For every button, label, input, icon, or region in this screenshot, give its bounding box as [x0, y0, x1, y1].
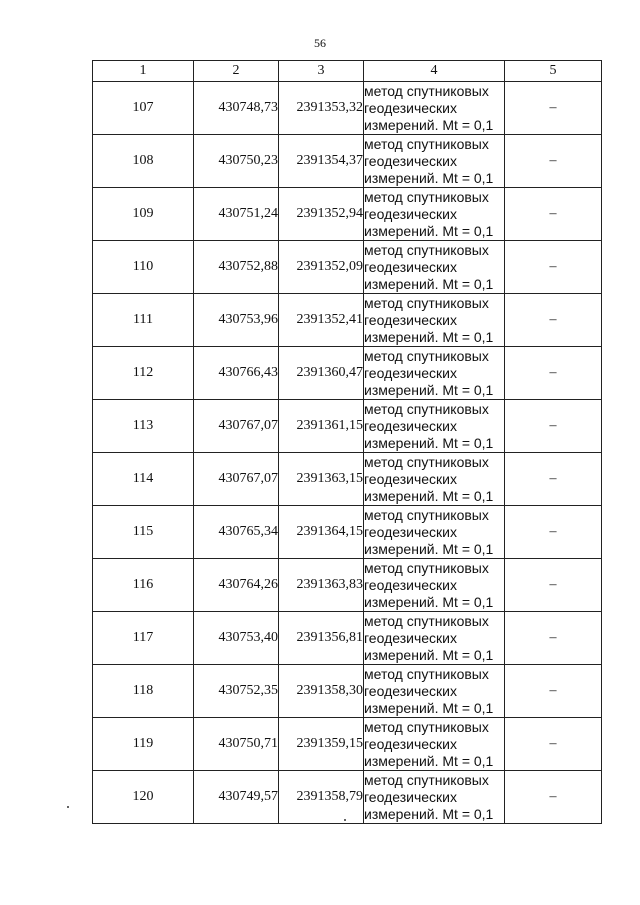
table-row [93, 718, 602, 771]
header-col-4: 4 [364, 61, 505, 82]
method-line: метод спутниковых [364, 241, 489, 258]
method-line: геодезических [364, 152, 457, 169]
method-description [364, 665, 505, 718]
table-row [93, 453, 602, 506]
coordinate-y: 2391356,81 [279, 612, 364, 665]
method-line: геодезических [364, 788, 457, 805]
coordinate-y: 2391363,83 [279, 559, 364, 612]
method-line: метод спутниковых [364, 135, 489, 152]
point-number: 107 [93, 82, 194, 135]
note-dash: – [505, 241, 602, 294]
header-col-2: 2 [194, 61, 279, 82]
coordinate-y: 2391352,41 [279, 294, 364, 347]
point-number: 110 [93, 241, 194, 294]
method-description [364, 82, 505, 135]
coordinate-x: 430765,34 [194, 506, 279, 559]
method-line: метод спутниковых [364, 771, 489, 788]
method-line: метод спутниковых [364, 718, 489, 735]
note-dash: – [505, 400, 602, 453]
method-line: метод спутниковых [364, 506, 489, 523]
header-row [93, 61, 602, 82]
note-dash: – [505, 612, 602, 665]
method-line: геодезических [364, 682, 457, 699]
method-line: измерений. Mt = 0,1 [364, 434, 494, 451]
note-dash: – [505, 559, 602, 612]
method-description [364, 347, 505, 400]
point-number: 120 [93, 771, 194, 824]
point-number: 114 [93, 453, 194, 506]
coordinate-x: 430767,07 [194, 400, 279, 453]
coordinate-x: 430750,23 [194, 135, 279, 188]
method-line: измерений. Mt = 0,1 [364, 222, 494, 239]
coordinate-y: 2391352,94 [279, 188, 364, 241]
scan-speck [344, 819, 346, 821]
coordinate-x: 430752,35 [194, 665, 279, 718]
table-row [93, 188, 602, 241]
method-line: измерений. Mt = 0,1 [364, 593, 494, 610]
method-line: измерений. Mt = 0,1 [364, 116, 494, 133]
table-row [93, 294, 602, 347]
method-description [364, 400, 505, 453]
point-number: 111 [93, 294, 194, 347]
method-line: метод спутниковых [364, 453, 489, 470]
coordinate-y: 2391360,47 [279, 347, 364, 400]
method-line: геодезических [364, 523, 457, 540]
coordinate-x: 430753,96 [194, 294, 279, 347]
method-line: метод спутниковых [364, 347, 489, 364]
method-line: измерений. Mt = 0,1 [364, 275, 494, 292]
header-col-5: 5 [505, 61, 602, 82]
method-line: измерений. Mt = 0,1 [364, 169, 494, 186]
coordinate-y: 2391364,15 [279, 506, 364, 559]
method-line: метод спутниковых [364, 188, 489, 205]
table-row [93, 241, 602, 294]
coordinate-y: 2391363,15 [279, 453, 364, 506]
method-line: геодезических [364, 205, 457, 222]
note-dash: – [505, 82, 602, 135]
method-line: геодезических [364, 417, 457, 434]
note-dash: – [505, 135, 602, 188]
method-line: метод спутниковых [364, 612, 489, 629]
method-line: метод спутниковых [364, 559, 489, 576]
point-number: 112 [93, 347, 194, 400]
method-line: измерений. Mt = 0,1 [364, 752, 494, 769]
method-description [364, 453, 505, 506]
coordinate-y: 2391358,79 [279, 771, 364, 824]
method-description [364, 241, 505, 294]
method-description [364, 771, 505, 824]
point-number: 113 [93, 400, 194, 453]
method-line: геодезических [364, 735, 457, 752]
coordinate-y: 2391352,09 [279, 241, 364, 294]
method-line: измерений. Mt = 0,1 [364, 381, 494, 398]
coordinate-y: 2391361,15 [279, 400, 364, 453]
method-line: измерений. Mt = 0,1 [364, 328, 494, 345]
note-dash: – [505, 453, 602, 506]
coordinate-x: 430752,88 [194, 241, 279, 294]
coordinate-y: 2391358,30 [279, 665, 364, 718]
point-number: 115 [93, 506, 194, 559]
method-line: геодезических [364, 311, 457, 328]
coordinate-x: 430764,26 [194, 559, 279, 612]
coordinate-y: 2391353,32 [279, 82, 364, 135]
header-col-1: 1 [93, 61, 194, 82]
coordinate-x: 430766,43 [194, 347, 279, 400]
table-row [93, 400, 602, 453]
point-number: 108 [93, 135, 194, 188]
note-dash: – [505, 294, 602, 347]
table-row [93, 771, 602, 824]
table-row [93, 82, 602, 135]
method-description [364, 506, 505, 559]
method-description [364, 188, 505, 241]
method-line: геодезических [364, 99, 457, 116]
note-dash: – [505, 347, 602, 400]
coordinate-x: 430749,57 [194, 771, 279, 824]
table-row [93, 665, 602, 718]
method-line: метод спутниковых [364, 400, 489, 417]
table-row [93, 506, 602, 559]
coordinate-x: 430750,71 [194, 718, 279, 771]
method-line: геодезических [364, 470, 457, 487]
point-number: 117 [93, 612, 194, 665]
method-line: геодезических [364, 629, 457, 646]
note-dash: – [505, 188, 602, 241]
scan-speck [67, 806, 69, 808]
method-line: геодезических [364, 576, 457, 593]
point-number: 116 [93, 559, 194, 612]
table-row [93, 612, 602, 665]
table-header [93, 61, 602, 82]
method-line: измерений. Mt = 0,1 [364, 805, 494, 822]
method-line: измерений. Mt = 0,1 [364, 540, 494, 557]
note-dash: – [505, 718, 602, 771]
coordinate-x: 430748,73 [194, 82, 279, 135]
note-dash: – [505, 771, 602, 824]
method-description [364, 718, 505, 771]
method-description [364, 135, 505, 188]
method-description [364, 612, 505, 665]
table-row [93, 347, 602, 400]
coordinate-y: 2391359,15 [279, 718, 364, 771]
point-number: 119 [93, 718, 194, 771]
method-line: измерений. Mt = 0,1 [364, 699, 494, 716]
method-line: метод спутниковых [364, 665, 489, 682]
header-col-3: 3 [279, 61, 364, 82]
note-dash: – [505, 506, 602, 559]
method-line: метод спутниковых [364, 294, 489, 311]
coordinate-x: 430753,40 [194, 612, 279, 665]
page-number: 56 [314, 36, 326, 50]
coordinates-table [92, 60, 602, 824]
method-description [364, 294, 505, 347]
method-description [364, 559, 505, 612]
note-dash: – [505, 665, 602, 718]
method-line: измерений. Mt = 0,1 [364, 487, 494, 504]
table-row [93, 135, 602, 188]
coordinate-x: 430751,24 [194, 188, 279, 241]
method-line: измерений. Mt = 0,1 [364, 646, 494, 663]
method-line: геодезических [364, 364, 457, 381]
coordinate-y: 2391354,37 [279, 135, 364, 188]
point-number: 118 [93, 665, 194, 718]
coordinate-x: 430767,07 [194, 453, 279, 506]
method-line: геодезических [364, 258, 457, 275]
point-number: 109 [93, 188, 194, 241]
table-row [93, 559, 602, 612]
table-body [93, 82, 602, 824]
method-line: метод спутниковых [364, 82, 489, 99]
